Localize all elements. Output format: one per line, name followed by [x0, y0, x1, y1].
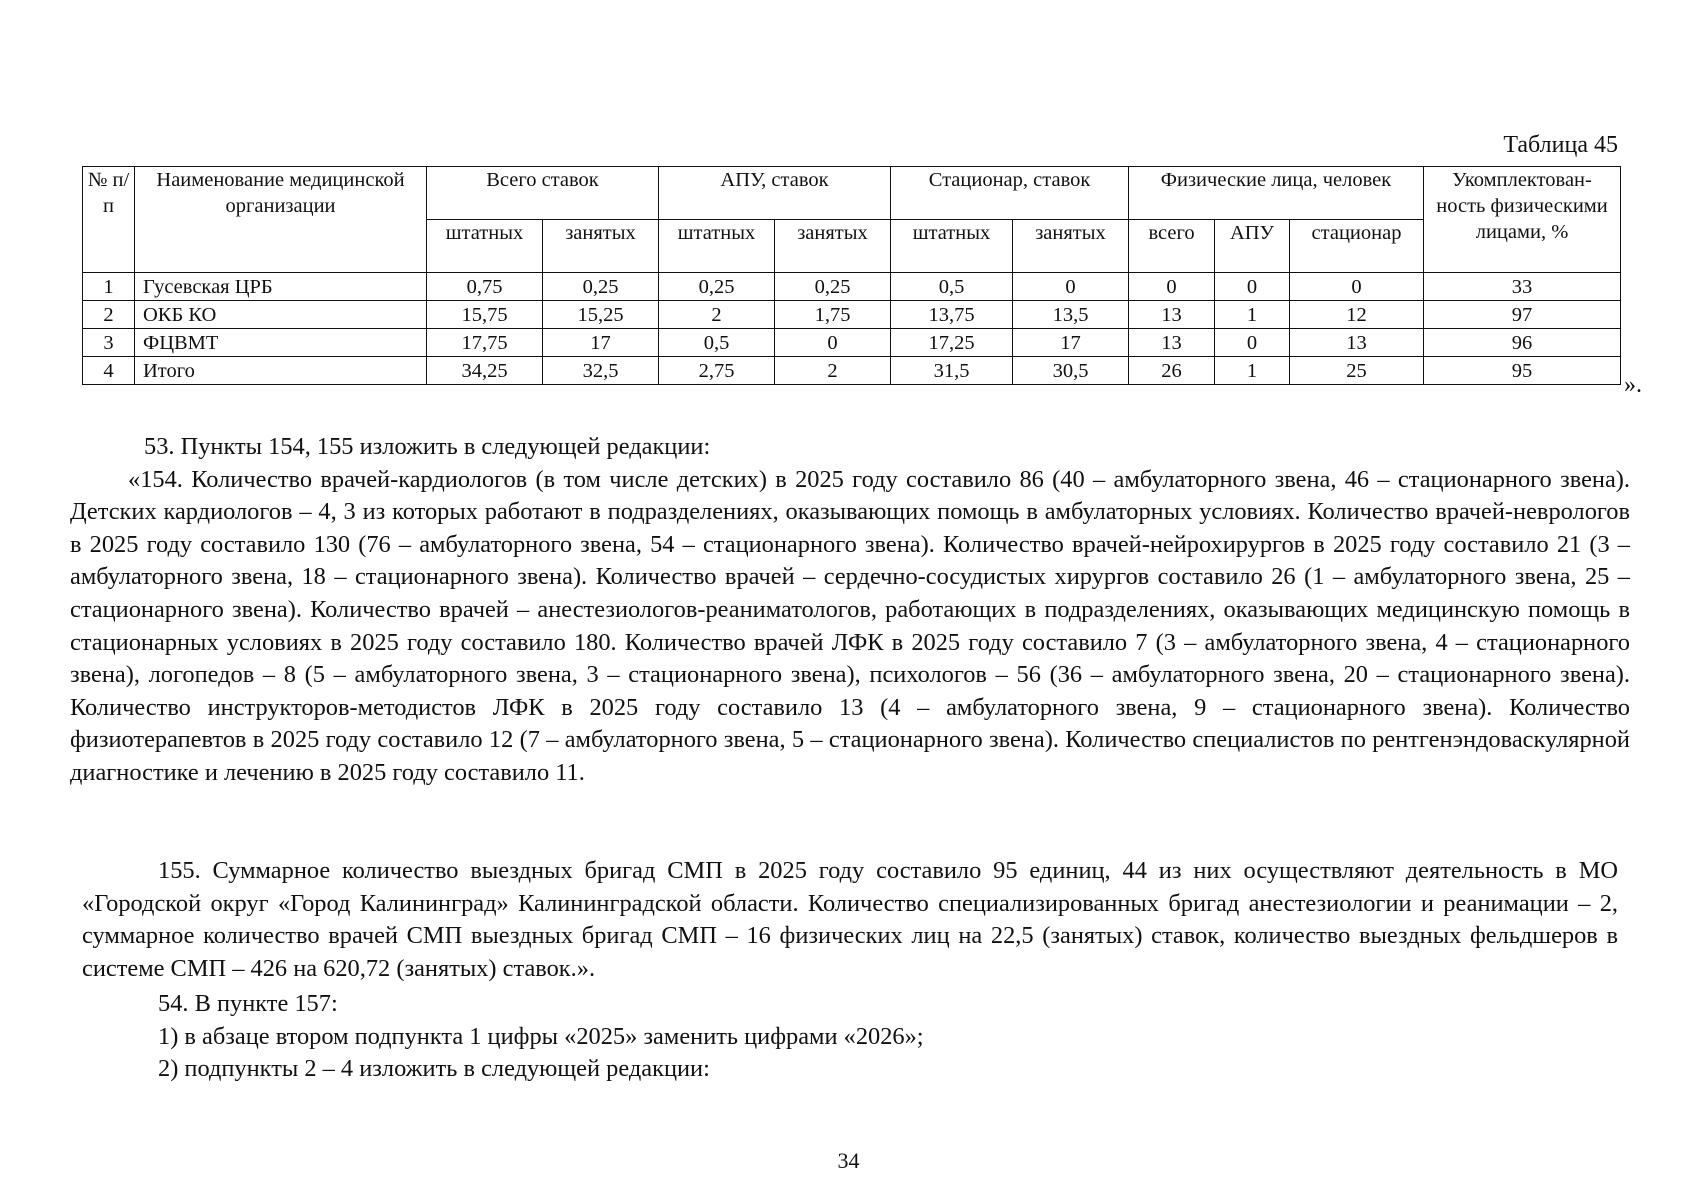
table-cell: 1,75: [775, 301, 891, 329]
table-cell: 13,75: [891, 301, 1013, 329]
table-cell: 25: [1290, 357, 1424, 385]
paragraph-54: 54. В пункте 157:: [158, 990, 338, 1017]
table-row: [83, 329, 1621, 357]
table-cell: Гусевская ЦРБ: [135, 273, 427, 301]
table-cell: 0: [1215, 273, 1290, 301]
header-hospital: Стационар, ставок: [891, 167, 1129, 220]
staffing-table: [82, 166, 1621, 385]
table-cell: 0,75: [427, 273, 543, 301]
table-cell: 2,75: [659, 357, 775, 385]
header-org: Наименование медицинской организации: [135, 167, 427, 273]
subheader-hospital-occupied: занятых: [1013, 220, 1129, 273]
header-total: Всего ставок: [427, 167, 659, 220]
table-cell: 13: [1129, 301, 1215, 329]
subheader-persons-inpatient: стационар: [1290, 220, 1424, 273]
section-155: [82, 855, 1618, 985]
table-cell: 15,25: [543, 301, 659, 329]
table-cell: 34,25: [427, 357, 543, 385]
table-cell: ОКБ КО: [135, 301, 427, 329]
table-cell: 0: [1290, 273, 1424, 301]
table-cell: 3: [83, 329, 135, 357]
section-53: [70, 431, 1630, 790]
table-cell: 12: [1290, 301, 1424, 329]
table-cell: 0,25: [775, 273, 891, 301]
table-cell: 32,5: [543, 357, 659, 385]
table-cell: 2: [659, 301, 775, 329]
table-cell: 13: [1129, 329, 1215, 357]
table-cell: 13: [1290, 329, 1424, 357]
table-cell: 4: [83, 357, 135, 385]
header-persons: Физические лица, человек: [1129, 167, 1424, 220]
table-cell: 97: [1424, 301, 1621, 329]
table-cell: 30,5: [1013, 357, 1129, 385]
header-staffing: Укомплектован-ность физическими лицами, %: [1424, 167, 1621, 273]
table-closing-quote: ».: [1624, 372, 1642, 398]
table-cell: ФЦВМТ: [135, 329, 427, 357]
table-cell: 0,25: [659, 273, 775, 301]
table-cell: Итого: [135, 357, 427, 385]
table-row: [83, 301, 1621, 329]
subheader-persons-all: всего: [1129, 220, 1215, 273]
table-cell: 17: [1013, 329, 1129, 357]
table-cell: 17,25: [891, 329, 1013, 357]
header-num: № п/п: [83, 167, 135, 273]
table-cell: 0,5: [891, 273, 1013, 301]
table-cell: 0: [775, 329, 891, 357]
subheader-apu-staff: штатных: [659, 220, 775, 273]
paragraph-53: 53. Пункты 154, 155 изложить в следующей редакции:: [144, 433, 711, 460]
subheader-apu-occupied: занятых: [775, 220, 891, 273]
table-cell: 1: [1215, 301, 1290, 329]
header-apu: АПУ, ставок: [659, 167, 891, 220]
subheader-total-occupied: занятых: [543, 220, 659, 273]
table-cell: 96: [1424, 329, 1621, 357]
table-cell: 31,5: [891, 357, 1013, 385]
table-cell: 0: [1129, 273, 1215, 301]
table-cell: 0,25: [543, 273, 659, 301]
paragraph-155: 155. Суммарное количество выездных бригад СМП в 2025 году составило 95 единиц, 44 из них осуществляют деятельность в МО «Городской округ «Город Калининград» Калининградской области. Количество специализированных бригад анестезиологии и реанимации – 2, суммарное количество врачей СМП выездных бригад СМП – 16 физических лиц на 22,5 (занятых) ставок, количество выездных фельдшеров в системе СМП – 426 на 620,72 (занятых) ставок.».: [82, 857, 1618, 982]
table-cell: 33: [1424, 273, 1621, 301]
table-cell: 17: [543, 329, 659, 357]
table-caption: Таблица 45: [1503, 132, 1618, 158]
table-cell: 13,5: [1013, 301, 1129, 329]
table-cell: 1: [83, 273, 135, 301]
table-cell: 0: [1215, 329, 1290, 357]
table-cell: 2: [83, 301, 135, 329]
section-54: [82, 988, 1618, 1086]
table-row-total: [83, 357, 1621, 385]
subheader-hospital-staff: штатных: [891, 220, 1013, 273]
table-cell: 1: [1215, 357, 1290, 385]
paragraph-54-item-2: 2) подпункты 2 – 4 изложить в следующей редакции:: [158, 1055, 710, 1083]
table-cell: 95: [1424, 357, 1621, 385]
table-cell: 15,75: [427, 301, 543, 329]
page-number: 34: [837, 1148, 860, 1173]
table-cell: 17,75: [427, 329, 543, 357]
table-row: [83, 273, 1621, 301]
paragraph-54-item-1: 1) в абзаце втором подпункта 1 цифры «2025» заменить цифрами «2026»;: [158, 1022, 924, 1050]
table-cell: 0: [1013, 273, 1129, 301]
table-cell: 2: [775, 357, 891, 385]
subheader-total-staff: штатных: [427, 220, 543, 273]
subheader-persons-apu: АПУ: [1215, 220, 1290, 273]
paragraph-154: «154. Количество врачей-кардиологов (в том числе детских) в 2025 году составило 86 (40 – амбулаторного звена, 46 – стационарного звена). Детских кардиологов – 4, 3 из которых работают в подразделениях, оказывающих помощь в амбулаторных условиях. Количество врачей-неврологов в 2025 году составило 130 (76 – амбулаторного звена, 54 – стационарного звена). Количество врачей-нейрохирургов в 2025 году составило 21 (3 – амбулаторного звена, 18 – стационарного звена). Количество врачей – сердечно-сосудистых хирургов составило 26 (1 – амбулаторного звена, 25 – стационарного звена). Количество врачей – анестезиологов-реаниматологов, работающих в подразделениях, оказывающих медицинскую помощь в стационарных условиях в 2025 году составило 180. Количество врачей ЛФК в 2025 году составило 7 (3 – амбулаторного звена, 4 – стационарного звена), логопедов – 8 (5 – амбулаторного звена, 3 – стационарного звена), психологов – 56 (36 – амбулаторного звена, 20 – стационарного звена). Количество инструкторов-методистов ЛФК в 2025 году составило 13 (4 – амбулаторного звена, 9 – стационарного звена). Количество физиотерапевтов в 2025 году составило 12 (7 – амбулаторного звена, 5 – стационарного звена). Количество специалистов по рентгенэндоваскулярной диагностике и лечению в 2025 году составило 11.: [70, 465, 1630, 786]
table-cell: 26: [1129, 357, 1215, 385]
table-cell: 0,5: [659, 329, 775, 357]
